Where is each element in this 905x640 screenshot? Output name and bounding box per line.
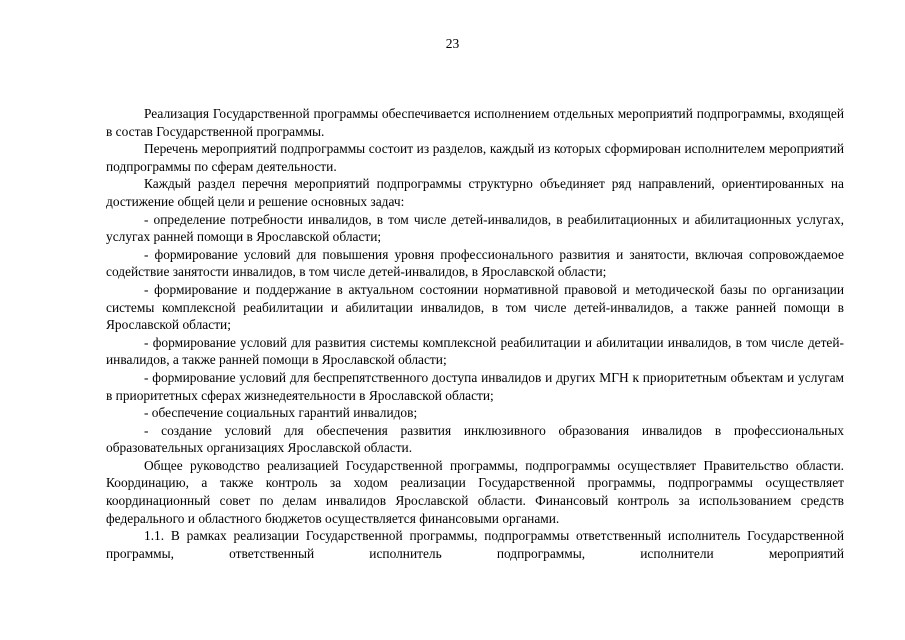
page-number: 23 [445, 36, 460, 51]
paragraph-section-structure: Каждый раздел перечня мероприятий подпрограммы структурно объединяет ряд направлений, ориентированных на достижение общей цели и решение основных задач: [106, 176, 844, 209]
list-item-regulatory-base: - формирование и поддержание в актуальном состоянии нормативной правовой и методической базы по организации системы комплексной реабилитации и абилитации инвалидов, в том числе детей-инвалидов, а также ранней помощи в Ярославской области; [106, 281, 844, 333]
paragraph-program-implementation: Реализация Государственной программы обеспечивается исполнением отдельных мероприятий подпрограммы, входящей в состав Государственной программы. [106, 106, 844, 139]
list-item-accessibility: - формирование условий для беспрепятственного доступа инвалидов и других МГН к приоритетным объектам и услугам в приоритетных сферах жизнедеятельности в Ярославской области; [106, 369, 844, 403]
list-item-rehabilitation-system: - формирование условий для развития системы комплексной реабилитации и абилитации инвалидов, в том числе детей-инвалидов, а также ранней помощи в Ярославской области; [106, 334, 844, 368]
document-body [106, 105, 844, 562]
paragraph-general-management: Общее руководство реализацией Государственной программы, подпрограммы осуществляет Правительство области. Координацию, а также контроль за ходом реализации Государственной программы, подпрограммы осуществляет координационный совет по делам инвалидов Ярославской области. Финансовый контроль за использованием средств федерального и областного бюджетов осуществляется финансовыми органами. [106, 457, 844, 526]
list-item-inclusive-education: - создание условий для обеспечения развития инклюзивного образования инвалидов в профессиональных образовательных организациях Ярославской области. [106, 422, 844, 456]
paragraph-section-1-1: 1.1. В рамках реализации Государственной программы, подпрограммы ответственный исполнитель Государственной программы, ответственный исполнитель подпрограммы, исполнители мероприятий [106, 528, 844, 561]
paragraph-activities-list: Перечень мероприятий подпрограммы состоит из разделов, каждый из которых сформирован исполнителем мероприятий подпрограммы по сферам деятельности. [106, 141, 844, 174]
list-item-employment-conditions: - формирование условий для повышения уровня профессионального развития и занятости, включая сопровождаемое содействие занятости инвалидов, в том числе детей-инвалидов, в Ярославской области; [106, 246, 844, 280]
list-item-needs-assessment: - определение потребности инвалидов, в том числе детей-инвалидов, в реабилитационных и абилитационных услугах, услугах ранней помощи в Ярославской области; [106, 211, 844, 245]
list-item-social-guarantees: - обеспечение социальных гарантий инвалидов; [144, 405, 418, 421]
